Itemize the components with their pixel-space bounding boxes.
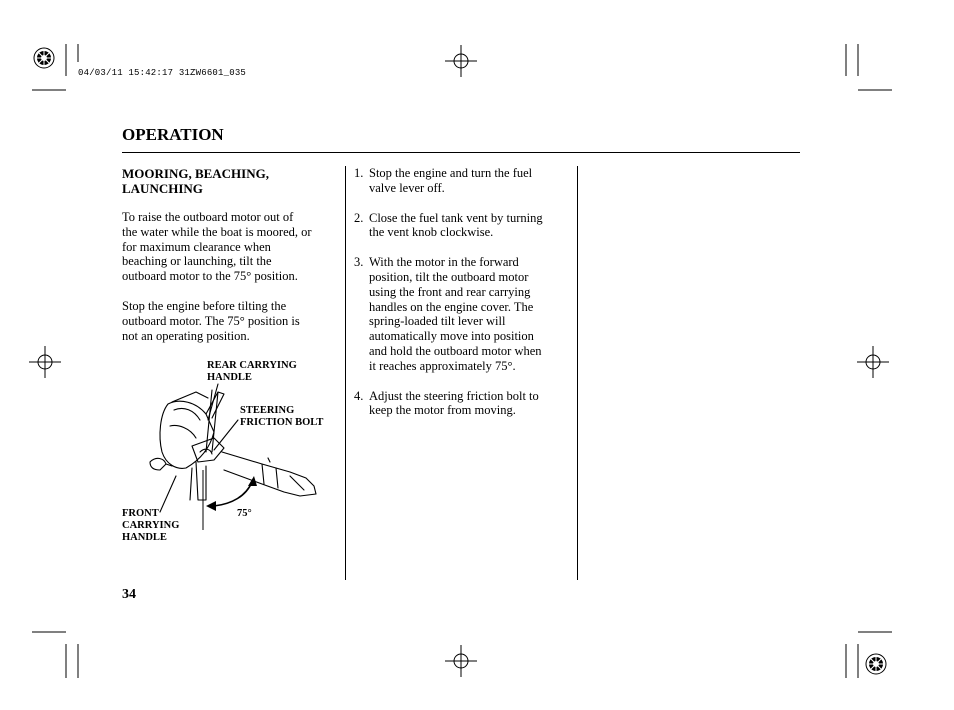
step-line: automatically move into position bbox=[369, 329, 534, 344]
subheading-line: MOORING, BEACHING, bbox=[122, 166, 269, 181]
step-line: With the motor in the forward bbox=[369, 255, 519, 270]
text-line: for maximum clearance when bbox=[122, 239, 271, 254]
engine-cover bbox=[160, 401, 214, 468]
text-line: outboard motor to the 75° position. bbox=[122, 269, 298, 284]
label-line: FRONT bbox=[122, 508, 159, 519]
step-line: handles on the engine cover. The bbox=[369, 299, 534, 314]
step-line: using the front and rear carrying bbox=[369, 284, 531, 299]
step-line: Stop the engine and turn the fuel bbox=[369, 166, 533, 180]
leader-friction-bolt bbox=[214, 420, 238, 450]
leader-front-handle bbox=[160, 476, 176, 512]
step-line: valve lever off. bbox=[369, 180, 445, 195]
label-steering-friction-bolt bbox=[240, 405, 323, 429]
step-line: Close the fuel tank vent by turning bbox=[369, 210, 543, 225]
step-number: 3. bbox=[354, 255, 364, 270]
subheading-line: LAUNCHING bbox=[122, 181, 203, 196]
label-line: STEERING bbox=[240, 405, 295, 416]
text-line: outboard motor. The 75° position is bbox=[122, 313, 300, 328]
step-number: 2. bbox=[354, 210, 364, 225]
step-item bbox=[354, 166, 574, 196]
tiller-handle bbox=[222, 452, 316, 496]
step-line: and hold the outboard motor when bbox=[369, 343, 542, 358]
label-line: HANDLE bbox=[207, 372, 252, 383]
step-line: spring-loaded tilt lever will bbox=[369, 314, 506, 329]
label-rear-carrying-handle bbox=[207, 360, 297, 384]
step-line: it reaches approximately 75°. bbox=[369, 358, 516, 373]
label-line: FRICTION BOLT bbox=[240, 417, 324, 428]
step-item bbox=[354, 211, 574, 241]
front-carrying-handle bbox=[150, 458, 166, 470]
label-line: REAR CARRYING bbox=[207, 360, 297, 371]
print-slug: 04/03/11 15:42:17 31ZW6601_035 bbox=[78, 68, 247, 78]
section-title: OPERATION bbox=[122, 125, 224, 144]
arrowhead-up bbox=[248, 476, 257, 486]
text-line: To raise the outboard motor out of bbox=[122, 210, 294, 224]
tilt-angle-arc bbox=[214, 482, 252, 506]
label-line: CARRYING bbox=[122, 520, 180, 531]
label-angle: 75° bbox=[237, 508, 252, 519]
text-line: beaching or launching, tilt the bbox=[122, 254, 272, 269]
step-item bbox=[354, 255, 574, 373]
step-line: keep the motor from moving. bbox=[369, 403, 516, 418]
step-number: 1. bbox=[354, 166, 364, 180]
text-line: the water while the boat is moored, or bbox=[122, 224, 312, 239]
text-line: not an operating position. bbox=[122, 328, 250, 343]
steps-list bbox=[354, 166, 574, 433]
step-item bbox=[354, 389, 574, 419]
arrowhead-down bbox=[206, 501, 216, 511]
page-number: 34 bbox=[122, 587, 136, 602]
text-line: Stop the engine before tilting the bbox=[122, 299, 287, 313]
step-line: position, tilt the outboard motor bbox=[369, 269, 529, 284]
step-number: 4. bbox=[354, 388, 364, 403]
label-front-carrying-handle bbox=[122, 508, 179, 544]
label-line: HANDLE bbox=[122, 532, 167, 543]
step-line: Adjust the steering friction bolt to bbox=[369, 388, 539, 403]
step-line: the vent knob clockwise. bbox=[369, 225, 494, 240]
